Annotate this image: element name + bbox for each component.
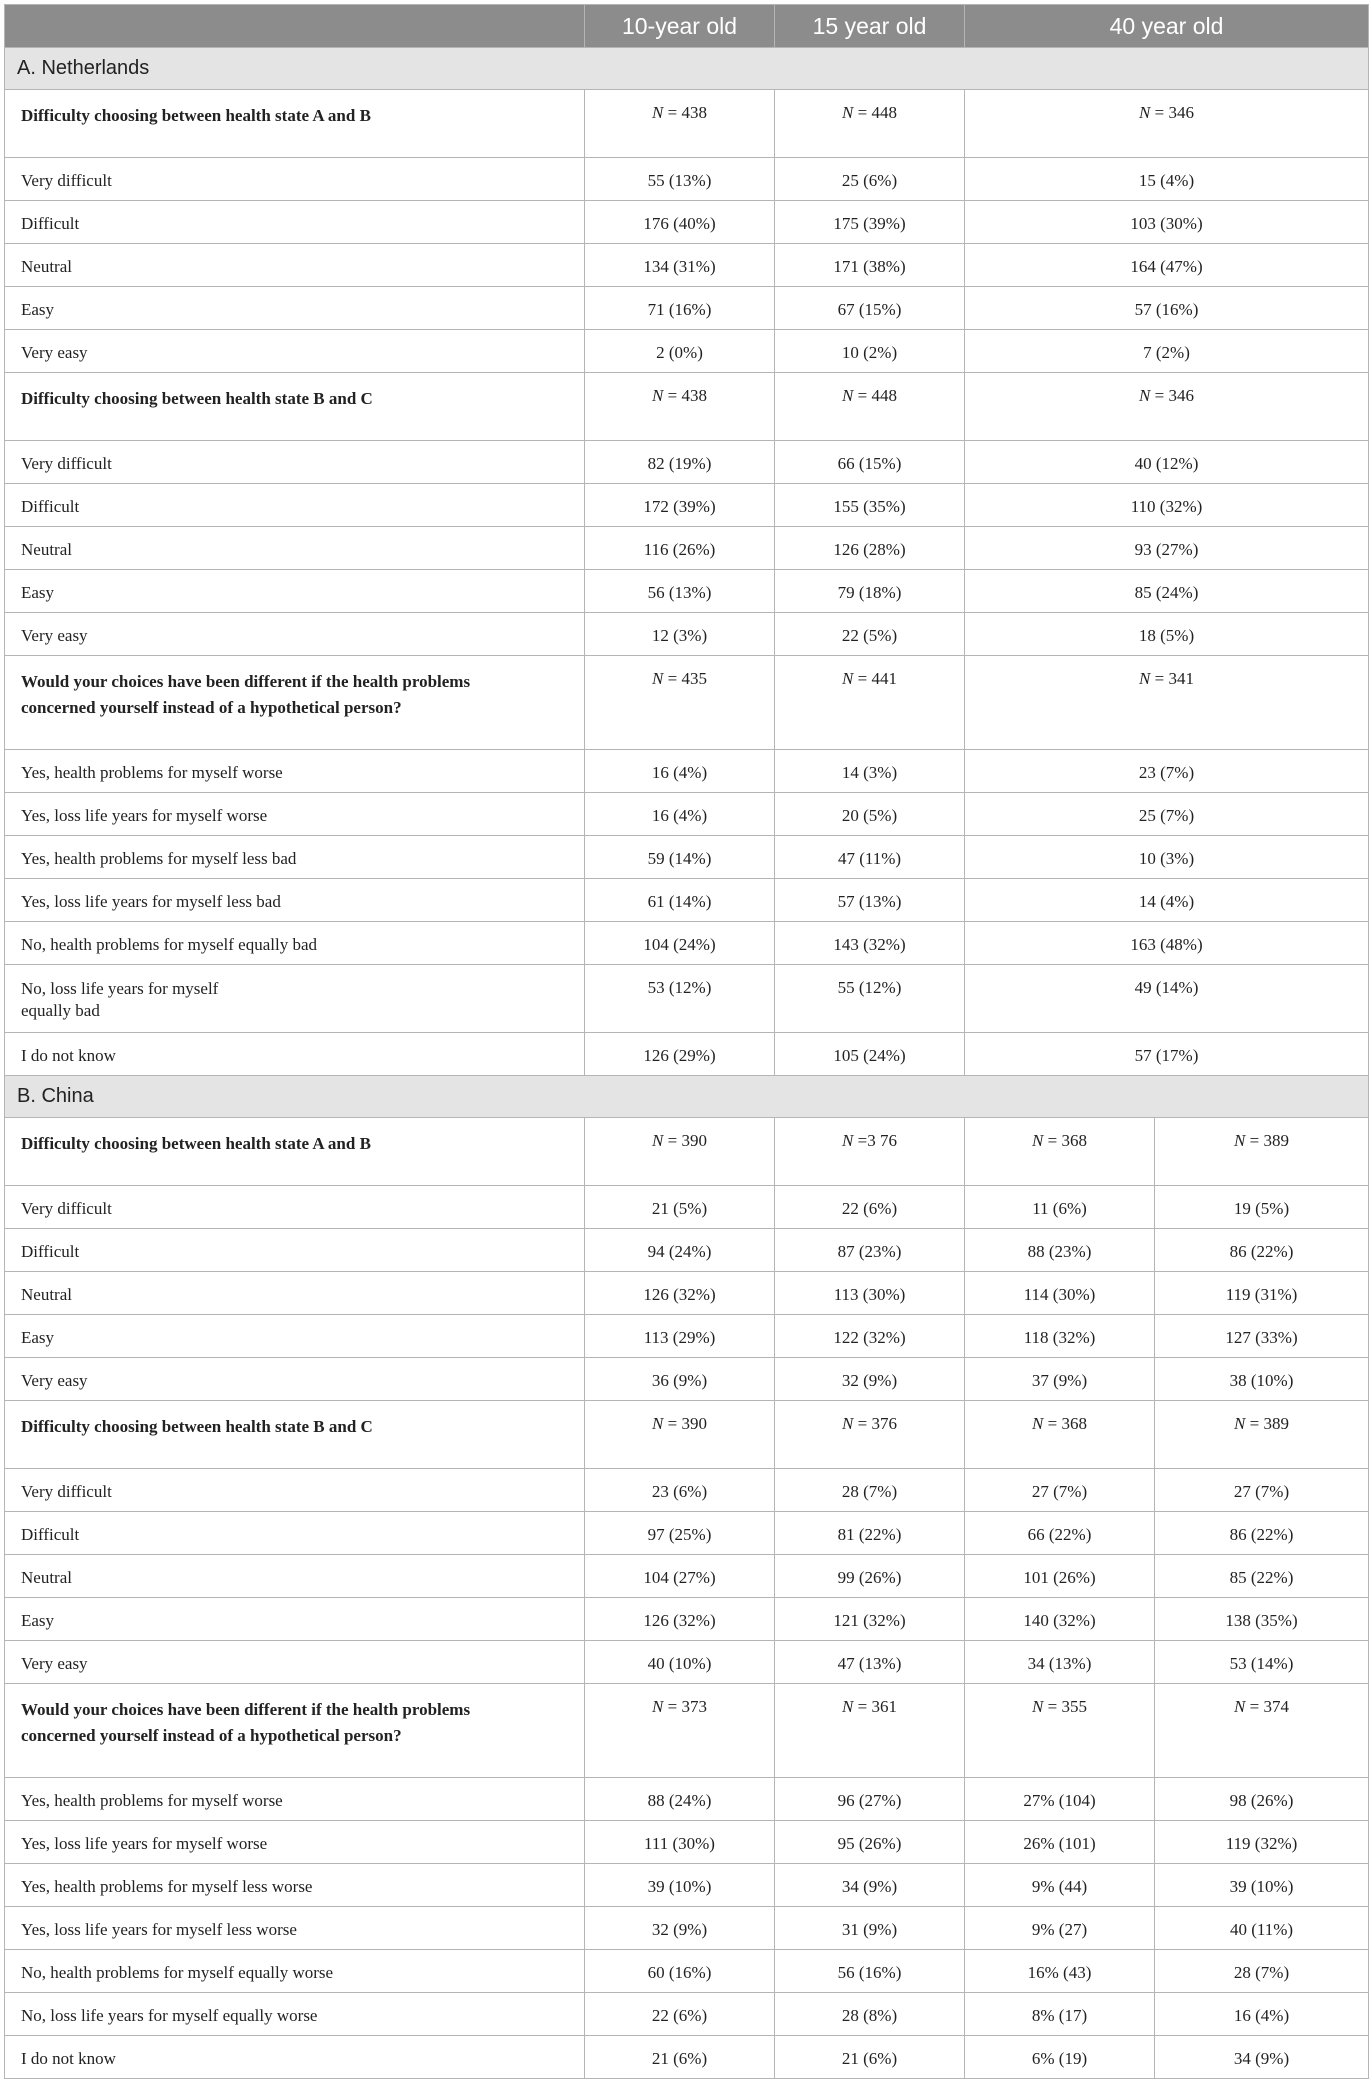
row-label: I do not know <box>5 1033 585 1076</box>
value-cell: 40 (11%) <box>1155 1907 1369 1950</box>
row-label: Yes, loss life years for myself worse <box>5 1821 585 1864</box>
section-title: B. China <box>5 1076 1369 1118</box>
value-cell: 12 (3%) <box>585 613 775 656</box>
value-cell: 121 (32%) <box>775 1598 965 1641</box>
value-cell: 134 (31%) <box>585 244 775 287</box>
value-cell: 172 (39%) <box>585 484 775 527</box>
table-row <box>5 158 1369 201</box>
question-row <box>5 1684 1369 1778</box>
row-label: Neutral <box>5 1272 585 1315</box>
value-cell: 126 (29%) <box>585 1033 775 1076</box>
sample-size-cell: N = 373 <box>585 1684 775 1778</box>
value-cell: 118 (32%) <box>965 1315 1155 1358</box>
section-row <box>5 1076 1369 1118</box>
row-label: Yes, health problems for myself less worse <box>5 1864 585 1907</box>
value-cell: 23 (7%) <box>965 750 1369 793</box>
row-label: No, health problems for myself equally bad <box>5 922 585 965</box>
sample-size-cell: N = 368 <box>965 1118 1155 1186</box>
value-cell: 39 (10%) <box>1155 1864 1369 1907</box>
table-row <box>5 1033 1369 1076</box>
question-row <box>5 1401 1369 1469</box>
sample-size-cell: N = 368 <box>965 1401 1155 1469</box>
value-cell: 176 (40%) <box>585 201 775 244</box>
table-row <box>5 1641 1369 1684</box>
question-row <box>5 656 1369 750</box>
value-cell: 16 (4%) <box>1155 1993 1369 2036</box>
value-cell: 22 (5%) <box>775 613 965 656</box>
value-cell: 94 (24%) <box>585 1229 775 1272</box>
sample-size-cell: N = 438 <box>585 373 775 441</box>
row-label: No, loss life years for myself equally bad <box>5 965 585 1033</box>
row-label: Very easy <box>5 330 585 373</box>
value-cell: 59 (14%) <box>585 836 775 879</box>
value-cell: 10 (2%) <box>775 330 965 373</box>
value-cell: 105 (24%) <box>775 1033 965 1076</box>
sample-size-cell: N = 435 <box>585 656 775 750</box>
value-cell: 85 (22%) <box>1155 1555 1369 1598</box>
value-cell: 16 (4%) <box>585 793 775 836</box>
row-label: Very difficult <box>5 1469 585 1512</box>
row-label: Easy <box>5 287 585 330</box>
value-cell: 163 (48%) <box>965 922 1369 965</box>
table-row <box>5 1821 1369 1864</box>
value-cell: 57 (17%) <box>965 1033 1369 1076</box>
table-row <box>5 965 1369 1033</box>
header-15-year-old: 15 year old <box>775 5 965 48</box>
value-cell: 9% (44) <box>965 1864 1155 1907</box>
value-cell: 99 (26%) <box>775 1555 965 1598</box>
sample-size-cell: N = 390 <box>585 1401 775 1469</box>
table-row <box>5 1512 1369 1555</box>
value-cell: 88 (24%) <box>585 1778 775 1821</box>
row-label: Neutral <box>5 1555 585 1598</box>
value-cell: 40 (12%) <box>965 441 1369 484</box>
question-label: Difficulty choosing between health state A and B <box>5 1118 585 1186</box>
table-row <box>5 1358 1369 1401</box>
results-table-container <box>4 4 1368 2079</box>
value-cell: 27 (7%) <box>965 1469 1155 1512</box>
value-cell: 9% (27) <box>965 1907 1155 1950</box>
table-row <box>5 330 1369 373</box>
value-cell: 47 (13%) <box>775 1641 965 1684</box>
value-cell: 21 (6%) <box>775 2036 965 2079</box>
value-cell: 28 (8%) <box>775 1993 965 2036</box>
value-cell: 57 (16%) <box>965 287 1369 330</box>
value-cell: 14 (4%) <box>965 879 1369 922</box>
value-cell: 20 (5%) <box>775 793 965 836</box>
value-cell: 101 (26%) <box>965 1555 1155 1598</box>
value-cell: 36 (9%) <box>585 1358 775 1401</box>
value-cell: 127 (33%) <box>1155 1315 1369 1358</box>
table-row <box>5 879 1369 922</box>
value-cell: 164 (47%) <box>965 244 1369 287</box>
row-label: Very easy <box>5 613 585 656</box>
value-cell: 16% (43) <box>965 1950 1155 1993</box>
row-label: No, loss life years for myself equally worse <box>5 1993 585 2036</box>
value-cell: 21 (5%) <box>585 1186 775 1229</box>
row-label: No, health problems for myself equally worse <box>5 1950 585 1993</box>
value-cell: 6% (19) <box>965 2036 1155 2079</box>
value-cell: 26% (101) <box>965 1821 1155 1864</box>
value-cell: 171 (38%) <box>775 244 965 287</box>
value-cell: 155 (35%) <box>775 484 965 527</box>
table-row <box>5 1229 1369 1272</box>
value-cell: 18 (5%) <box>965 613 1369 656</box>
value-cell: 34 (9%) <box>775 1864 965 1907</box>
row-label: Difficult <box>5 1512 585 1555</box>
value-cell: 22 (6%) <box>585 1993 775 2036</box>
table-row <box>5 750 1369 793</box>
value-cell: 61 (14%) <box>585 879 775 922</box>
sample-size-cell: N = 448 <box>775 373 965 441</box>
section-title: A. Netherlands <box>5 48 1369 90</box>
sample-size-cell: N = 438 <box>585 90 775 158</box>
value-cell: 55 (12%) <box>775 965 965 1033</box>
question-label: Difficulty choosing between health state A and B <box>5 90 585 158</box>
header-empty-cell <box>5 5 585 48</box>
row-label: Very difficult <box>5 158 585 201</box>
value-cell: 11 (6%) <box>965 1186 1155 1229</box>
value-cell: 119 (32%) <box>1155 1821 1369 1864</box>
row-label: Yes, loss life years for myself less worse <box>5 1907 585 1950</box>
section-row <box>5 48 1369 90</box>
value-cell: 47 (11%) <box>775 836 965 879</box>
table-row <box>5 1315 1369 1358</box>
row-label: I do not know <box>5 2036 585 2079</box>
table-row <box>5 1186 1369 1229</box>
value-cell: 81 (22%) <box>775 1512 965 1555</box>
row-label: Neutral <box>5 244 585 287</box>
table-row <box>5 1598 1369 1641</box>
value-cell: 97 (25%) <box>585 1512 775 1555</box>
sample-size-cell: N = 376 <box>775 1401 965 1469</box>
table-row <box>5 2036 1369 2079</box>
value-cell: 34 (9%) <box>1155 2036 1369 2079</box>
sample-size-cell: N = 448 <box>775 90 965 158</box>
table-row <box>5 1272 1369 1315</box>
table-row <box>5 287 1369 330</box>
table-body <box>5 48 1369 2079</box>
value-cell: 116 (26%) <box>585 527 775 570</box>
value-cell: 110 (32%) <box>965 484 1369 527</box>
header-10-year-old: 10-year old <box>585 5 775 48</box>
row-label: Neutral <box>5 527 585 570</box>
value-cell: 126 (32%) <box>585 1272 775 1315</box>
table-row <box>5 1469 1369 1512</box>
value-cell: 56 (16%) <box>775 1950 965 1993</box>
sample-size-cell: N = 441 <box>775 656 965 750</box>
table-row <box>5 1555 1369 1598</box>
value-cell: 25 (6%) <box>775 158 965 201</box>
question-row <box>5 90 1369 158</box>
header-40-year-old: 40 year old <box>965 5 1369 48</box>
table-row <box>5 836 1369 879</box>
question-row <box>5 1118 1369 1186</box>
sample-size-cell: N = 355 <box>965 1684 1155 1778</box>
value-cell: 114 (30%) <box>965 1272 1155 1315</box>
results-table <box>4 4 1369 2079</box>
table-row <box>5 922 1369 965</box>
table-row <box>5 1950 1369 1993</box>
value-cell: 111 (30%) <box>585 1821 775 1864</box>
table-row <box>5 484 1369 527</box>
sample-size-cell: N = 341 <box>965 656 1369 750</box>
row-label: Yes, health problems for myself less bad <box>5 836 585 879</box>
value-cell: 10 (3%) <box>965 836 1369 879</box>
value-cell: 8% (17) <box>965 1993 1155 2036</box>
value-cell: 71 (16%) <box>585 287 775 330</box>
sample-size-cell: N = 346 <box>965 373 1369 441</box>
row-label: Easy <box>5 1598 585 1641</box>
table-row <box>5 570 1369 613</box>
value-cell: 93 (27%) <box>965 527 1369 570</box>
value-cell: 15 (4%) <box>965 158 1369 201</box>
value-cell: 28 (7%) <box>775 1469 965 1512</box>
value-cell: 113 (29%) <box>585 1315 775 1358</box>
value-cell: 55 (13%) <box>585 158 775 201</box>
row-label: Yes, health problems for myself worse <box>5 1778 585 1821</box>
value-cell: 86 (22%) <box>1155 1512 1369 1555</box>
row-label: Very difficult <box>5 1186 585 1229</box>
table-row <box>5 441 1369 484</box>
value-cell: 66 (15%) <box>775 441 965 484</box>
value-cell: 14 (3%) <box>775 750 965 793</box>
value-cell: 88 (23%) <box>965 1229 1155 1272</box>
table-row <box>5 201 1369 244</box>
value-cell: 27% (104) <box>965 1778 1155 1821</box>
question-row <box>5 373 1369 441</box>
sample-size-cell: N = 389 <box>1155 1401 1369 1469</box>
value-cell: 119 (31%) <box>1155 1272 1369 1315</box>
value-cell: 85 (24%) <box>965 570 1369 613</box>
value-cell: 27 (7%) <box>1155 1469 1369 1512</box>
value-cell: 86 (22%) <box>1155 1229 1369 1272</box>
value-cell: 31 (9%) <box>775 1907 965 1950</box>
row-label: Very easy <box>5 1358 585 1401</box>
value-cell: 175 (39%) <box>775 201 965 244</box>
table-row <box>5 244 1369 287</box>
sample-size-cell: N = 346 <box>965 90 1369 158</box>
value-cell: 122 (32%) <box>775 1315 965 1358</box>
row-label: Difficult <box>5 201 585 244</box>
value-cell: 21 (6%) <box>585 2036 775 2079</box>
value-cell: 60 (16%) <box>585 1950 775 1993</box>
value-cell: 126 (28%) <box>775 527 965 570</box>
table-header-row <box>5 5 1369 48</box>
row-label: Easy <box>5 570 585 613</box>
table-row <box>5 1993 1369 2036</box>
value-cell: 95 (26%) <box>775 1821 965 1864</box>
table-row <box>5 793 1369 836</box>
sample-size-cell: N =3 76 <box>775 1118 965 1186</box>
value-cell: 38 (10%) <box>1155 1358 1369 1401</box>
value-cell: 19 (5%) <box>1155 1186 1369 1229</box>
value-cell: 53 (14%) <box>1155 1641 1369 1684</box>
table-row <box>5 1907 1369 1950</box>
value-cell: 39 (10%) <box>585 1864 775 1907</box>
value-cell: 140 (32%) <box>965 1598 1155 1641</box>
sample-size-cell: N = 390 <box>585 1118 775 1186</box>
value-cell: 23 (6%) <box>585 1469 775 1512</box>
question-label: Would your choices have been different if the health problems concerned yourself instead of a hypothetical person? <box>5 656 585 750</box>
table-row <box>5 1864 1369 1907</box>
value-cell: 37 (9%) <box>965 1358 1155 1401</box>
value-cell: 49 (14%) <box>965 965 1369 1033</box>
value-cell: 28 (7%) <box>1155 1950 1369 1993</box>
value-cell: 138 (35%) <box>1155 1598 1369 1641</box>
question-label: Would your choices have been different if the health problems concerned yourself instead of a hypothetical person? <box>5 1684 585 1778</box>
table-row <box>5 613 1369 656</box>
row-label: Very easy <box>5 1641 585 1684</box>
value-cell: 32 (9%) <box>775 1358 965 1401</box>
row-label: Easy <box>5 1315 585 1358</box>
row-label: Yes, loss life years for myself less bad <box>5 879 585 922</box>
value-cell: 67 (15%) <box>775 287 965 330</box>
value-cell: 34 (13%) <box>965 1641 1155 1684</box>
value-cell: 104 (24%) <box>585 922 775 965</box>
sample-size-cell: N = 374 <box>1155 1684 1369 1778</box>
sample-size-cell: N = 389 <box>1155 1118 1369 1186</box>
sample-size-cell: N = 361 <box>775 1684 965 1778</box>
row-label: Yes, health problems for myself worse <box>5 750 585 793</box>
value-cell: 56 (13%) <box>585 570 775 613</box>
value-cell: 113 (30%) <box>775 1272 965 1315</box>
value-cell: 22 (6%) <box>775 1186 965 1229</box>
value-cell: 96 (27%) <box>775 1778 965 1821</box>
value-cell: 2 (0%) <box>585 330 775 373</box>
row-label: Very difficult <box>5 441 585 484</box>
value-cell: 103 (30%) <box>965 201 1369 244</box>
value-cell: 25 (7%) <box>965 793 1369 836</box>
value-cell: 104 (27%) <box>585 1555 775 1598</box>
row-label: Difficult <box>5 484 585 527</box>
value-cell: 98 (26%) <box>1155 1778 1369 1821</box>
value-cell: 143 (32%) <box>775 922 965 965</box>
value-cell: 7 (2%) <box>965 330 1369 373</box>
table-row <box>5 1778 1369 1821</box>
value-cell: 87 (23%) <box>775 1229 965 1272</box>
row-label: Difficult <box>5 1229 585 1272</box>
value-cell: 82 (19%) <box>585 441 775 484</box>
value-cell: 126 (32%) <box>585 1598 775 1641</box>
value-cell: 16 (4%) <box>585 750 775 793</box>
question-label: Difficulty choosing between health state B and C <box>5 1401 585 1469</box>
value-cell: 40 (10%) <box>585 1641 775 1684</box>
value-cell: 79 (18%) <box>775 570 965 613</box>
value-cell: 66 (22%) <box>965 1512 1155 1555</box>
value-cell: 57 (13%) <box>775 879 965 922</box>
row-label: Yes, loss life years for myself worse <box>5 793 585 836</box>
value-cell: 53 (12%) <box>585 965 775 1033</box>
table-row <box>5 527 1369 570</box>
value-cell: 32 (9%) <box>585 1907 775 1950</box>
question-label: Difficulty choosing between health state B and C <box>5 373 585 441</box>
